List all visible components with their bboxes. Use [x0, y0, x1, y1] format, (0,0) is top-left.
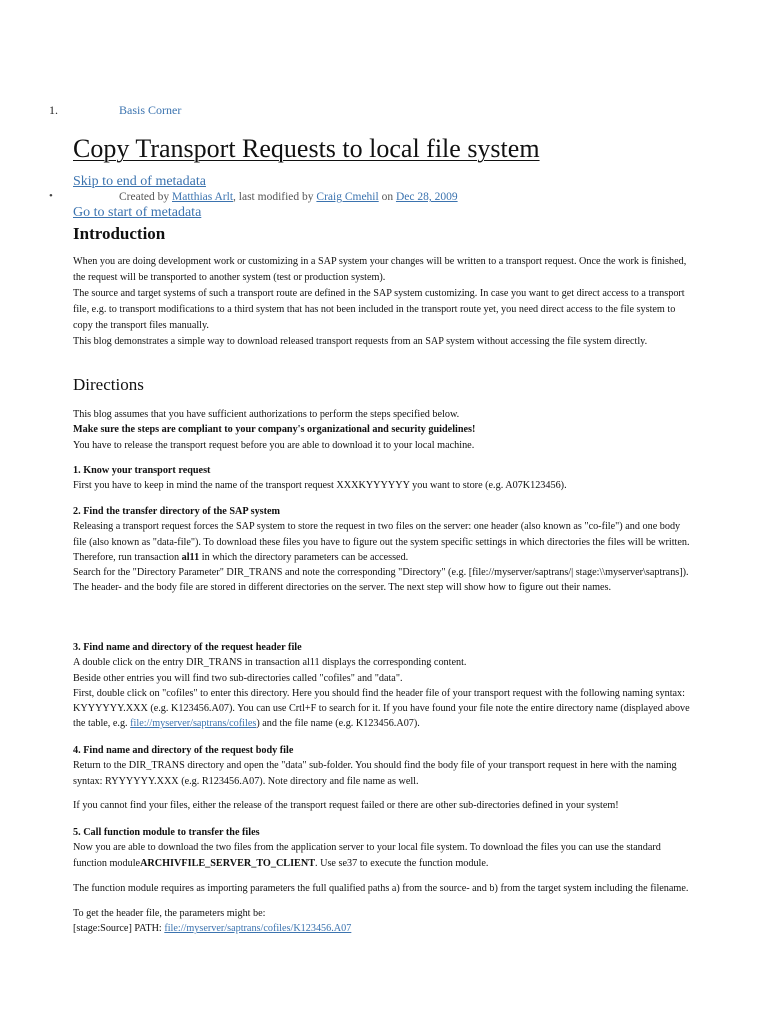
created-by-label: Created by: [119, 191, 170, 203]
step-heading: 5. Call function module to transfer the files: [73, 827, 260, 838]
cofiles-path-link[interactable]: file://myserver/saptrans/cofiles: [130, 718, 257, 730]
text-fragment: ) and the file name (e.g. K123456.A07).: [256, 718, 420, 730]
breadcrumb-number: 1.: [49, 103, 58, 117]
step-text: To get the header file, the parameters might be:: [73, 908, 266, 920]
header-file-path-link[interactable]: file://myserver/saptrans/cofiles/K123456.A07: [164, 923, 352, 935]
directions-line: You have to release the transport request before you are able to download it to your local machine.: [73, 439, 475, 451]
step-text: Return to the DIR_TRANS directory and open the "data" sub-folder. You should find the body file of your transport request in here with the naming syntax: RYYYYYY.XXX (e.g. R123456.A07). Note directory and file name as well.: [73, 760, 677, 787]
text-fragment: Now you are able to download the two files from the application server to your local file system. To download the files you can use the standard function module: [73, 842, 661, 869]
step-2: [73, 504, 693, 596]
intro-paragraph: The source and target systems of such a transport route are defined in the SAP system customizing. In case you want to get direct access to a transport file, e.g. to transport modifications to a third system that has not been included in the transport route yet, you need direct access to the file system to copy the transport files manually.: [73, 288, 685, 331]
step-1: [73, 463, 693, 494]
breadcrumb-link-basis-corner[interactable]: Basis Corner: [119, 103, 182, 117]
step-text: The function module requires as importing parameters the full qualified paths a) from the source- and b) from the target system including the filename.: [73, 882, 689, 894]
step-3: [73, 640, 693, 732]
author-link[interactable]: Matthias Arlt: [172, 191, 234, 203]
step-heading: 4. Find name and directory of the request body file: [73, 745, 294, 756]
page-metadata: [119, 191, 458, 203]
step-text: Beside other entries you will find two sub-directories called "cofiles" and "data".: [73, 672, 403, 684]
step-text: The header- and the body file are stored in different directories on the server. The next step will show how to figure out their names.: [73, 582, 612, 594]
modified-label: , last modified by: [233, 191, 314, 203]
step-5: [73, 825, 693, 937]
text-fragment: [stage:Source] PATH:: [73, 923, 165, 935]
on-label: on: [381, 191, 394, 203]
bullet-icon: •: [49, 190, 53, 202]
modifier-link[interactable]: Craig Cmehil: [316, 191, 379, 203]
step-heading: 3. Find name and directory of the request header file: [73, 642, 302, 653]
step-text: Search for the "Directory Parameter" DIR_TRANS and note the corresponding "Directory" (e.g. [file://myserver/saptrans/| stage:\\myserver\saptrans]).: [73, 567, 689, 579]
text-fragment: . Use se37 to execute the function module.: [315, 857, 489, 869]
text-fragment: Therefore, run transaction: [73, 551, 182, 563]
text-fragment: in which the directory parameters can be accessed.: [199, 551, 409, 563]
step-text: A double click on the entry DIR_TRANS in transaction al11 displays the corresponding content.: [73, 657, 467, 669]
intro-paragraph: This blog demonstrates a simple way to download released transport requests from an SAP system without accessing the file system directly.: [73, 336, 648, 347]
introduction-heading: Introduction: [73, 224, 166, 243]
directions-heading: Directions: [73, 375, 144, 394]
go-to-start-link[interactable]: Go to start of metadata: [73, 205, 202, 220]
step-heading: 2. Find the transfer directory of the SAP system: [73, 506, 281, 517]
step-4: [73, 743, 693, 813]
step-text: If you cannot find your files, either the release of the transport request failed or there are other sub-directories defined in your system!: [73, 799, 619, 811]
skip-to-end-link[interactable]: Skip to end of metadata: [73, 174, 206, 189]
directions-line: This blog assumes that you have sufficient authorizations to perform the steps specified below.: [73, 409, 460, 420]
directions-body: [73, 407, 693, 453]
step-heading: 1. Know your transport request: [73, 465, 211, 476]
intro-paragraph: When you are doing development work or customizing in a SAP system your changes will be written to a transport request. Once the work is finished, the request will be transported to another system (test or production system).: [73, 256, 687, 283]
page-title[interactable]: Copy Transport Requests to local file system: [73, 134, 540, 163]
step-text: [73, 840, 693, 871]
modified-date-link[interactable]: Dec 28, 2009: [395, 191, 458, 203]
introduction-body: [73, 254, 693, 350]
function-module-name: ARCHIVFILE_SERVER_TO_CLIENT: [140, 857, 316, 869]
text-fragment: First, double click on "cofiles" to enter this directory. Here you should find the header file of your transport request with the following naming syntax: KYYYYYY.XXX (e.g. K123456.A07). You can use Crtl+F to search for it. If you have found your file note the entire directory name (displayed above the table, e.g.: [73, 687, 690, 730]
step-text: [73, 686, 693, 732]
step-text: First you have to keep in mind the name of the transport request XXXKYYYYYY you want to store (e.g. A07K123456).: [73, 480, 567, 492]
step-text: Releasing a transport request forces the SAP system to store the request in two files on the server: one header (also known as "co-file") and one body file (also known as "data-file"). To download these files you have to figure out the system specific settings in which directories the files will be written.: [73, 521, 690, 548]
directions-warning: Make sure the steps are compliant to your company's organizational and security guidelines!: [73, 424, 476, 436]
transaction-name: al11: [181, 551, 200, 563]
step-text: [73, 921, 693, 936]
step-text: [73, 550, 693, 565]
